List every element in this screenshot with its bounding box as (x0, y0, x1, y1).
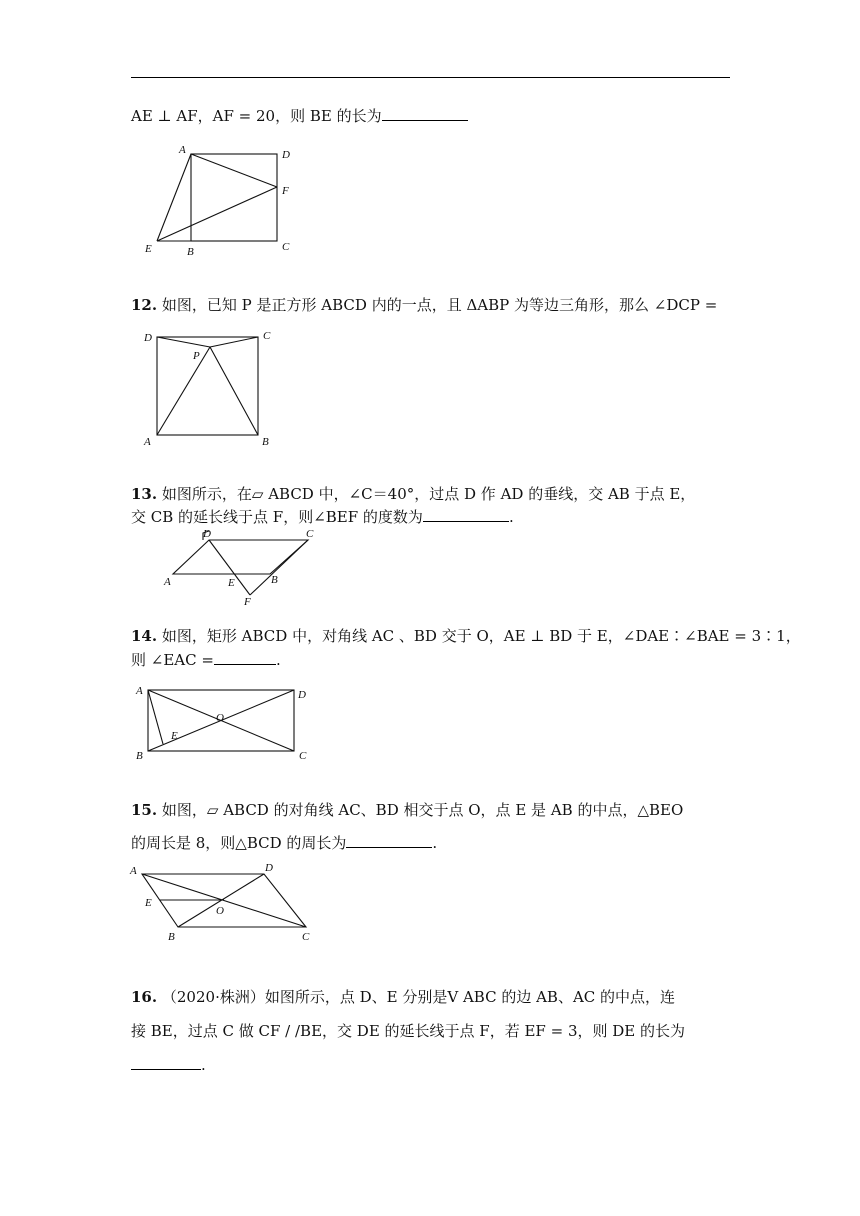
q13-text-1: 如图所示，在▱ ABCD 中，∠C＝40°，过点 D 作 AD 的垂线，交 AB 于点 E， (161, 485, 696, 503)
q15-text-1: 如图，▱ ABCD 的对角线 AC、BD 相交于点 O，点 E 是 AB 的中点，△BEO (161, 801, 684, 819)
q15-label-c: C (302, 931, 310, 943)
q14-text-1: 如图，矩形 ABCD 中，对角线 AC 、BD 交于 O，AE ⊥ BD 于 E，∠DAE∶∠BAE = 3∶1， (161, 627, 801, 645)
q16-number: 16. (131, 988, 158, 1006)
q13-label-a: A (164, 576, 171, 588)
q11-answer-blank (382, 106, 468, 121)
q16-line-1 (131, 987, 675, 1007)
q14-number: 14. (131, 627, 158, 645)
q15-label-e: E (145, 897, 152, 909)
q15-figure (126, 858, 326, 948)
q12-number: 12. (131, 296, 158, 314)
q14-label-c: C (299, 750, 307, 762)
q14-period: . (275, 651, 281, 669)
q15-period: . (432, 834, 438, 852)
q11-label-c: C (282, 241, 290, 253)
q13-parallelogram-abcd (173, 540, 308, 574)
q13-label-c: C (306, 528, 314, 540)
q15-label-b: B (168, 931, 175, 943)
q16-line-2 (131, 1021, 685, 1041)
q11-label-e: E (145, 243, 152, 255)
header-rule (131, 77, 730, 78)
q15-line-1 (131, 800, 683, 820)
q14-line-2 (131, 650, 281, 670)
q14-label-b: B (136, 750, 143, 762)
q13-answer-blank (423, 507, 509, 522)
q13-label-f: F (244, 596, 251, 608)
q14-label-o: O (216, 712, 224, 724)
q14-answer-blank (214, 650, 276, 665)
q13-period: . (508, 508, 514, 526)
q13-segment-cf (250, 540, 308, 595)
q14-label-d: D (298, 689, 306, 701)
q13-text-2: 交 CB 的延长线于点 F，则∠BEF 的度数为 (131, 508, 423, 526)
q11-label-b: B (187, 246, 194, 258)
q14-line-1 (131, 626, 801, 646)
q12-label-d: D (144, 332, 152, 344)
q15-label-d: D (265, 862, 273, 874)
q14-text-2: 则 ∠EAC = (131, 651, 214, 669)
q14-label-e: E (171, 730, 178, 742)
q14-segment-ae (148, 690, 163, 744)
q11-label-f: F (282, 185, 289, 197)
q16-text-1: （2020·株洲）如图所示，点 D、E 分别是V ABC 的边 AB、AC 的中点，连 (161, 988, 676, 1006)
q11-square-abcd (191, 154, 277, 241)
q15-label-a: A (130, 865, 137, 877)
q13-number: 13. (131, 485, 158, 503)
q15-answer-blank (346, 833, 432, 848)
q15-line-2 (131, 833, 437, 853)
q13-line-1 (131, 484, 695, 504)
q12-label-c: C (263, 330, 271, 342)
q12-segment-bp (210, 347, 258, 435)
q13-figure (158, 523, 328, 609)
q16-text-2: 接 BE，过点 C 做 CF / /BE，交 DE 的延长线于点 F，若 EF = 3，则 DE 的长为 (131, 1022, 685, 1040)
q11-text-line (131, 106, 468, 126)
q15-number: 15. (131, 801, 158, 819)
q13-label-b: B (271, 574, 278, 586)
q14-figure (130, 680, 320, 766)
q16-line-3 (131, 1055, 206, 1075)
q16-answer-blank (131, 1055, 201, 1070)
q15-text-2: 的周长是 8，则△BCD 的周长为 (131, 834, 347, 852)
q11-label-d: D (282, 149, 290, 161)
q11-segment-af (191, 154, 277, 187)
q12-segment-ap (157, 347, 210, 435)
q16-period: . (201, 1056, 206, 1074)
q12-label-b: B (262, 436, 269, 448)
q12-figure (138, 325, 288, 450)
q12-segment-cp (210, 337, 258, 347)
q12-segment-dp (157, 337, 210, 347)
q13-label-e: E (228, 577, 235, 589)
q12-label-a: A (144, 436, 151, 448)
q11-text: AE ⊥ AF，AF = 20，则 BE 的长为 (131, 107, 382, 125)
q13-label-d: D (203, 528, 211, 540)
q12-text-line (131, 295, 717, 315)
q12-label-p: P (193, 350, 200, 362)
q11-figure (135, 138, 305, 260)
q14-label-a: A (136, 685, 143, 697)
q11-label-a: A (179, 144, 186, 156)
q15-label-o: O (216, 905, 224, 917)
q12-text: 如图，已知 P 是正方形 ABCD 内的一点，且 ΔABP 为等边三角形，那么 ∠DCP = (161, 296, 718, 314)
